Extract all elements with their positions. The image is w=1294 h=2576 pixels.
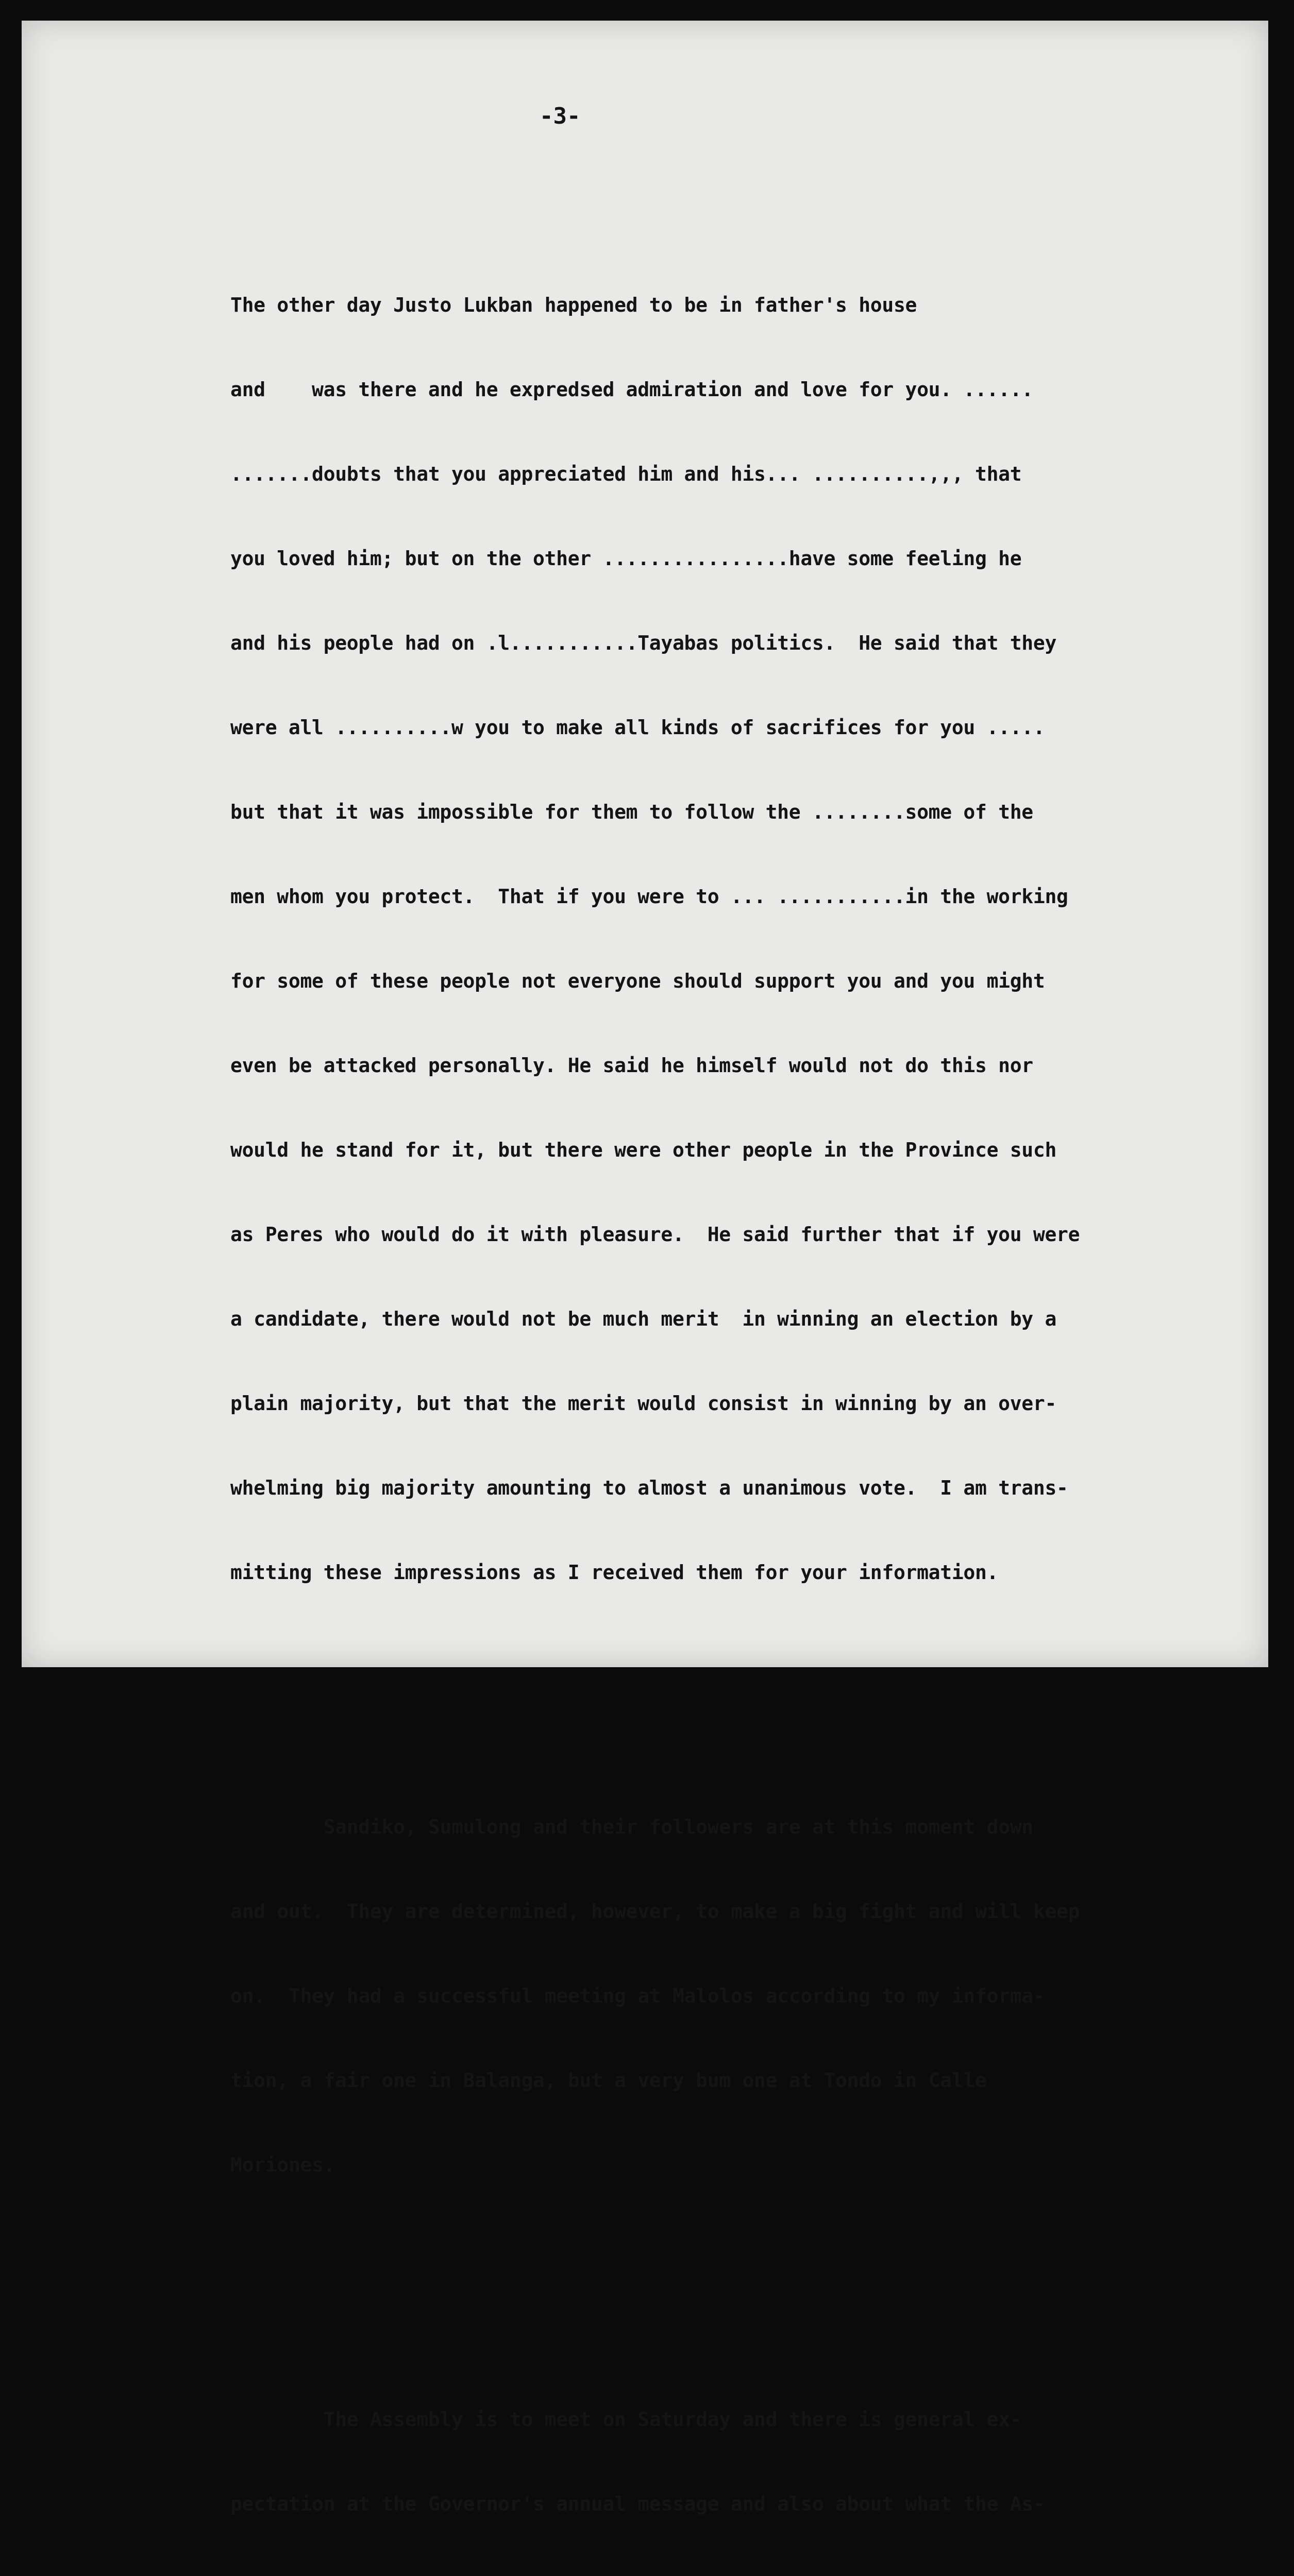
text-line: on. They had a successful meeting at Malolos according to my informa- [230,1985,1045,2007]
text-line: whelming big majority amounting to almost a unanimous vote. I am trans- [230,1477,1068,1499]
document-page [22,21,1268,2515]
text-line: Moriones. [230,2154,335,2176]
text-line: a candidate, there would not be much merit in winning an election by a [230,1308,1057,1330]
text-line: and out. They are determined, however, to make a big fight and will keep [230,1900,1080,1923]
paragraph-sandiko [230,1762,1184,2230]
text-line: but that it was impossible for them to follow the ........some of the [230,801,1033,823]
text-line: were all ..........w you to make all kinds of sacrifices for you ..... [230,716,1045,739]
text-line: and was there and he expredsed admiration and love for you. ...... [230,378,1033,401]
text-line: .......doubts that you appreciated him and his... ..........,,, that [230,463,1022,485]
paragraph-gap [230,1683,1184,1694]
page-number: -3- [540,103,581,129]
letter-body [230,195,1184,2576]
text-line: even be attacked personally. He said he himself would not do this nor [230,1054,1033,1077]
paragraph-gap [230,2275,1184,2286]
text-line: The other day Justo Lukban happened to be in father's house [230,294,917,316]
text-line: men whom you protect. That if you were to ... ...........in the working [230,885,1068,908]
text-line: tion, a fair one in Balanga, but a very bum one at Tondo in Calle [230,2069,987,2092]
text-line: pectation at the Governor's annual message and also about what the As- [230,2493,1045,2515]
text-line [230,2569,1184,2576]
paragraph-justo-lukban [230,240,1184,1637]
text-line: mitting these impressions as I received them for your information. [230,1561,999,1584]
text-line: as Peres who would do it with pleasure. He said further that if you were [230,1223,1080,1246]
text-line: you loved him; but on the other ................have some feeling he [230,547,1022,570]
text-line: and his people had on .l...........Tayabas politics. He said that they [230,632,1057,654]
text-line: for some of these people not everyone should support you and you might [230,970,1045,992]
text-line: would he stand for it, but there were other people in the Province such [230,1139,1057,1161]
paragraph-assembly [230,2354,1184,2576]
text-line: Sandiko, Sumulong and their followers are at this moment down [230,1816,1033,1838]
text-line: The Assembly is to meet on Saturday and there is general ex- [230,2408,1022,2431]
text-line: plain majority, but that the merit would consist in winning by an over- [230,1392,1057,1415]
